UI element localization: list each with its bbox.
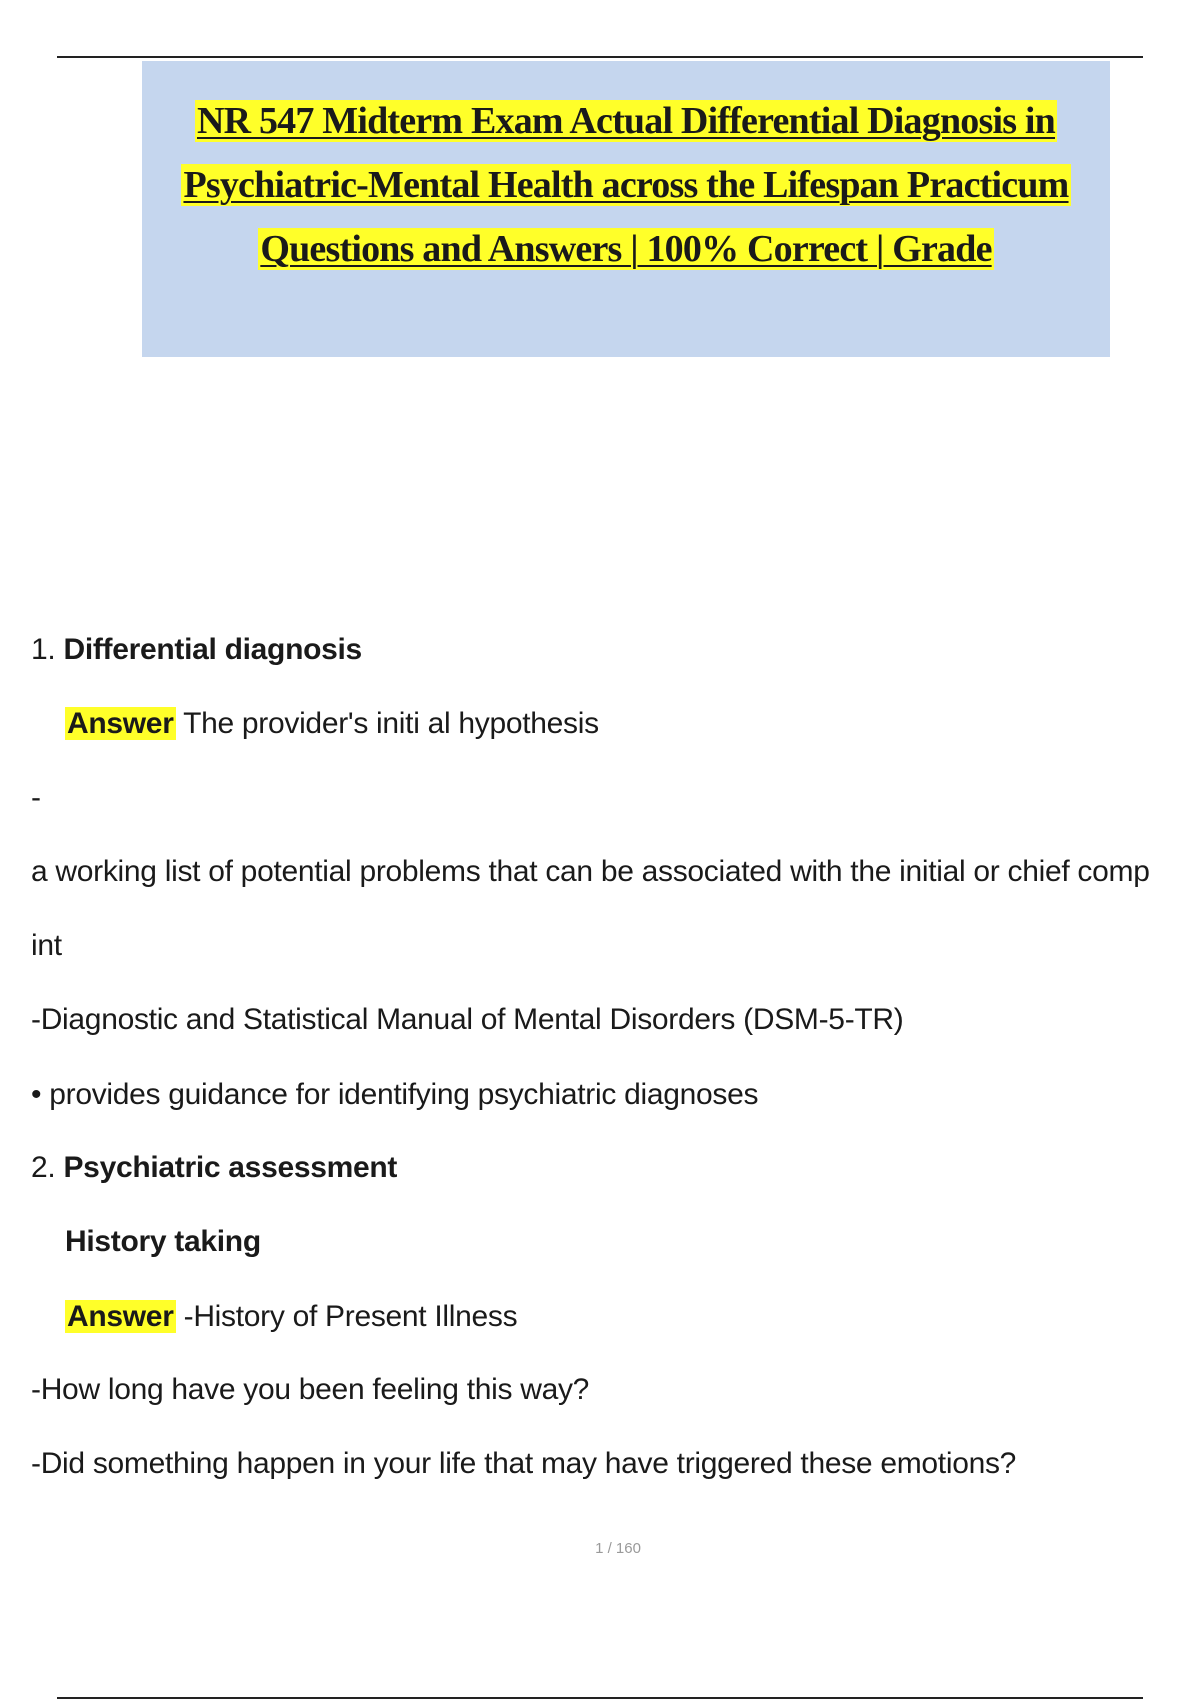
bottom-rule bbox=[57, 1697, 1143, 1699]
answer-line: a working list of potential problems that can be associated with the initial or chief comp bbox=[31, 855, 1150, 888]
question-1-heading bbox=[31, 630, 362, 670]
top-rule bbox=[57, 56, 1143, 58]
question-2-heading bbox=[31, 1148, 397, 1188]
answer-text: -History of Present Illness bbox=[183, 1300, 518, 1333]
answer-text: The provider's initi al hypothesis bbox=[183, 707, 599, 740]
answer-label: Answer bbox=[67, 1300, 174, 1333]
answer-line: • provides guidance for identifying psychiatric diagnoses bbox=[31, 1078, 759, 1111]
page-indicator: 1 / 160 bbox=[595, 1540, 641, 1557]
title-box bbox=[142, 61, 1110, 357]
question-number: 1. bbox=[31, 633, 56, 666]
question-2-subterm: History taking bbox=[65, 1225, 261, 1258]
answer-line: -How long have you been feeling this way? bbox=[31, 1373, 590, 1406]
question-2-answer bbox=[65, 1297, 517, 1337]
question-term: Psychiatric assessment bbox=[63, 1151, 398, 1184]
answer-label: Answer bbox=[67, 707, 174, 740]
document-title bbox=[142, 89, 1110, 281]
question-1-answer bbox=[65, 704, 599, 744]
title-line-2: Psychiatric-Mental Health across the Lifespan Practicum bbox=[183, 164, 1069, 206]
title-line-1: NR 547 Midterm Exam Actual Differential Diagnosis in bbox=[196, 100, 1056, 142]
answer-line: -Diagnostic and Statistical Manual of Mental Disorders (DSM-5-TR) bbox=[31, 1003, 904, 1036]
question-number: 2. bbox=[31, 1151, 56, 1184]
title-line-3: Questions and Answers | 100% Correct | Grade bbox=[260, 228, 992, 270]
answer-line: - bbox=[31, 781, 41, 814]
question-term: Differential diagnosis bbox=[63, 633, 362, 666]
answer-line: -Did something happen in your life that may have triggered these emotions? bbox=[31, 1447, 1017, 1480]
answer-line: int bbox=[31, 929, 62, 962]
